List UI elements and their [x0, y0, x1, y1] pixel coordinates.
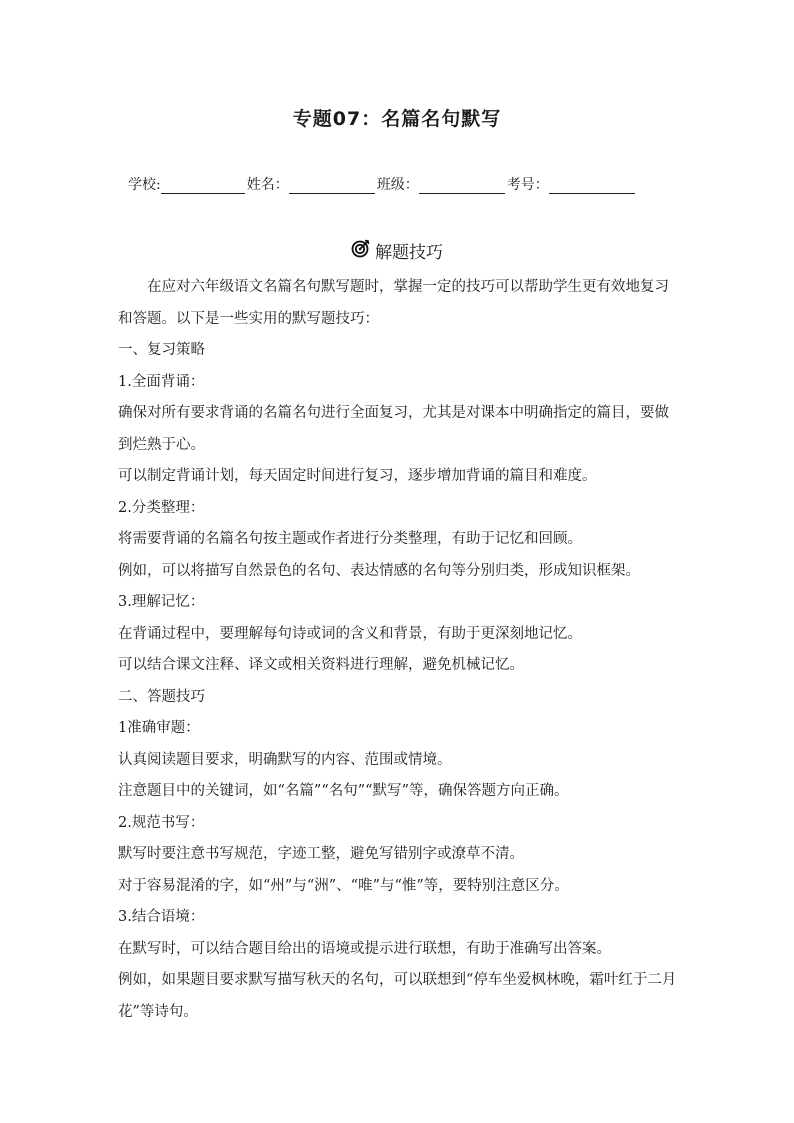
paragraph: 例如，如果题目要求默写描写秋天的名句，可以联想到“停车坐爱枫林晚，霜叶红于二月花”等诗句。 — [118, 972, 677, 1020]
heading-review-strategy: 一、复习策略 — [118, 342, 205, 358]
page-title: 专题07：名篇名句默写 — [292, 108, 502, 130]
name-blank[interactable] — [289, 177, 375, 194]
paragraph: 认真阅读题目要求，明确默写的内容、范围或情境。 — [118, 751, 452, 768]
paragraph: 默写时要注意书写规范，字迹工整，避免写错别字或潦草不清。 — [118, 846, 524, 862]
subheading-understand: 3.理解记忆： — [118, 594, 205, 610]
school-label: 学校: — [128, 177, 161, 193]
target-icon — [351, 238, 371, 263]
subheading-read-question: 1准确审题： — [118, 720, 200, 736]
paragraph: 可以结合课文注释、译文或相关资料进行理解，避免机械记忆。 — [118, 657, 524, 673]
class-label: 班级： — [376, 177, 419, 193]
name-label: 姓名： — [246, 177, 289, 193]
subheading-classify: 2.分类整理： — [118, 499, 205, 516]
paragraph: 例如，可以将描写自然景色的名句、表达情感的名句等分别归类，形成知识框架。 — [118, 562, 640, 579]
school-blank[interactable] — [161, 177, 245, 194]
paragraph: 可以制定背诵计划，每天固定时间进行复习，逐步增加背诵的篇目和难度。 — [118, 468, 597, 484]
section-heading-text: 解题技巧 — [375, 243, 443, 263]
subheading-context: 3.结合语境： — [118, 909, 205, 925]
number-blank[interactable] — [549, 177, 635, 194]
body-text — [118, 272, 678, 1028]
paragraph: 确保对所有要求背诵的名篇名句进行全面复习，尤其是对课本中明确指定的篇目，要做到烂熟于心。 — [118, 405, 669, 453]
paragraph: 将需要背诵的名篇名句按主题或作者进行分类整理，有助于记忆和回顾。 — [118, 531, 582, 547]
class-blank[interactable] — [419, 177, 505, 194]
paragraph: 注意题目中的关键词，如“名篇”“名句”“默写”等，确保答题方向正确。 — [118, 783, 569, 799]
subheading-writing: 2.规范书写： — [118, 814, 205, 831]
subheading-recite: 1.全面背诵： — [118, 373, 205, 390]
section-heading — [0, 238, 794, 263]
number-label: 考号： — [506, 177, 549, 193]
paragraph: 在背诵过程中，要理解每句诗或词的含义和背景，有助于更深刻地记忆。 — [118, 625, 582, 642]
heading-answer-tips: 二、答题技巧 — [118, 688, 205, 705]
intro-paragraph: 在应对六年级语文名篇名句默写题时，掌握一定的技巧可以帮助学生更有效地复习和答题。以下是一些实用的默写题技巧： — [118, 279, 669, 327]
paragraph: 在默写时，可以结合题目给出的语境或提示进行联想，有助于准确写出答案。 — [118, 940, 611, 957]
paragraph: 对于容易混淆的字，如“州”与“洲”、“唯”与“惟”等，要特别注意区分。 — [118, 877, 569, 894]
student-info-line — [128, 174, 637, 194]
